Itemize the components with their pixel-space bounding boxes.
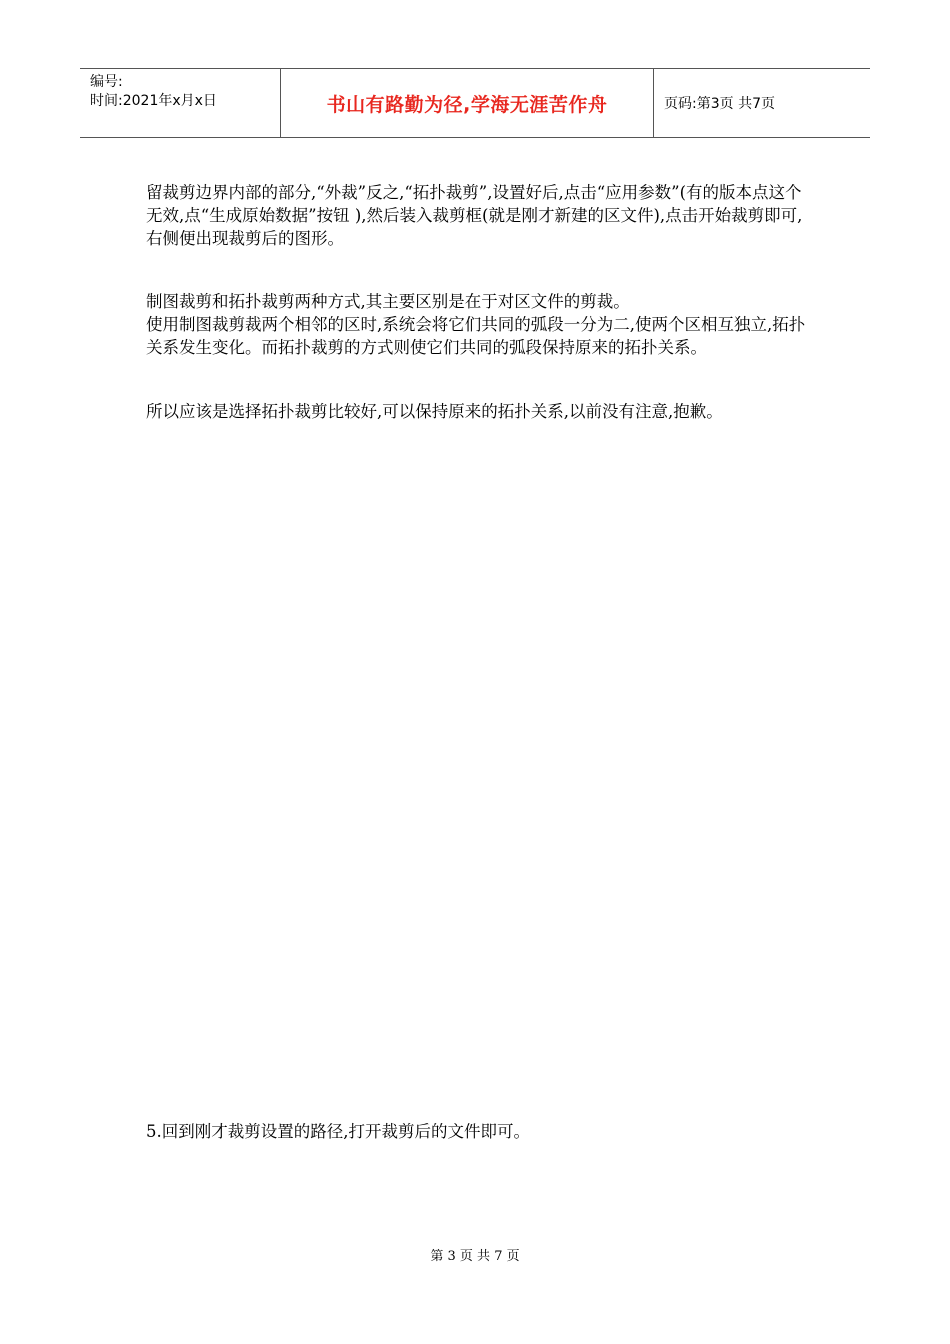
paragraph-group-differences [146,290,810,359]
header-meta [80,69,281,137]
document-time-label: 时间:2021年x月x日 [90,93,217,109]
paragraph-recommendation: 所以应该是选择拓扑裁剪比较好,可以保持原来的拓扑关系,以前没有注意,抱歉。 [146,402,723,421]
paragraph-clip-modes: 制图裁剪和拓扑裁剪两种方式,其主要区别是在于对区文件的剪裁。 [146,292,630,311]
document-header [80,68,870,138]
header-motto: 书山有路勤为径,学海无涯苦作舟 [326,93,608,116]
header-motto-cell [281,69,654,137]
header-page-code: 页码:第3页 共7页 [664,96,775,112]
paragraph-topology-explanation: 使用制图裁剪裁两个相邻的区时,系统会将它们共同的弧段一分为二,使两个区相互独立,拓扑关系发生变化。而拓扑裁剪的方式则使它们共同的弧段保持原来的拓扑关系。 [146,315,806,357]
page-footer: 第 3 页 共 7 页 [430,1249,520,1264]
header-page-cell [654,69,870,137]
paragraph-step-5: 5.回到刚才裁剪设置的路径,打开裁剪后的文件即可。 [146,1122,530,1141]
document-number-label: 编号: [90,74,123,90]
paragraph-clip-settings: 留裁剪边界内部的部分,“外裁”反之,“拓扑裁剪”,设置好后,点击“应用参数”(有的版本点这个无效,点“生成原始数据”按钮 ),然后装入裁剪框(就是刚才新建的区文件),点击开始裁剪即可,右侧便出现裁剪后的图形。 [146,183,803,248]
